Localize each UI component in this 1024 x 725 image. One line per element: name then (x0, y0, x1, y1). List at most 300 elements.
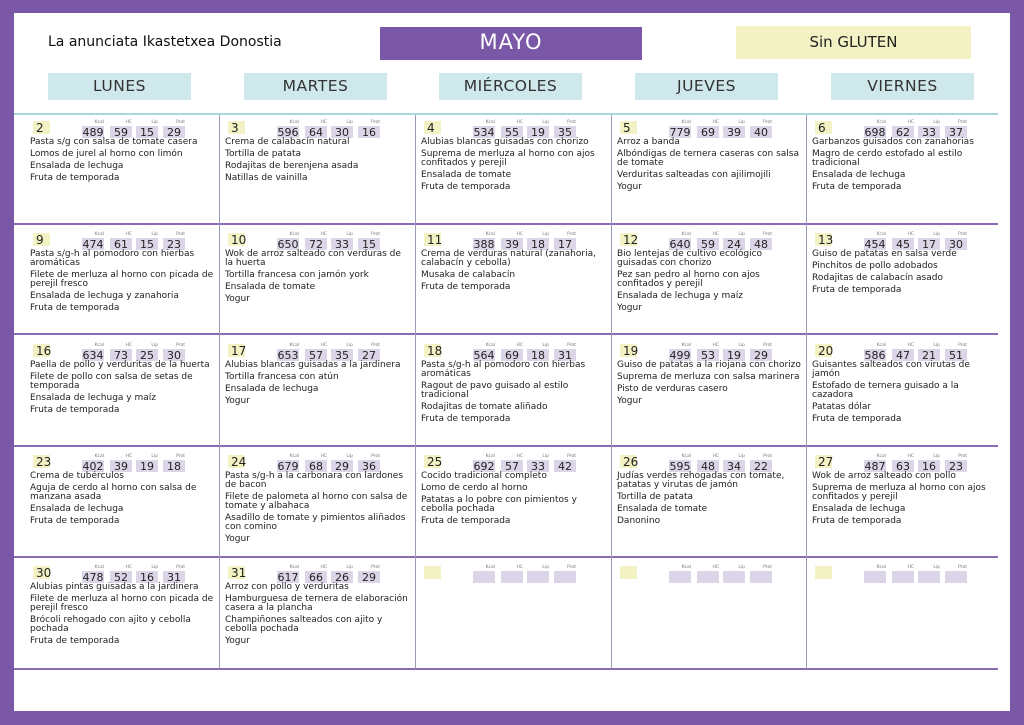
nutrient-box (305, 565, 327, 583)
nutrient-box (358, 343, 380, 361)
nutrient-value: 15 (358, 238, 380, 250)
day-number: 18 (424, 344, 441, 357)
nutrient-value: 31 (163, 571, 185, 583)
dish-list (617, 472, 803, 529)
nutrient-box (358, 232, 380, 250)
dish-list (812, 138, 998, 195)
nutrient-box (82, 120, 104, 138)
dish-list (225, 583, 411, 649)
day-cell (30, 232, 218, 332)
nutrient-box (918, 343, 940, 361)
nutrient-value: 15 (136, 238, 158, 250)
dish-item: Garbanzos guisados con zanahorias (812, 137, 974, 147)
nutrient-label: HC (907, 343, 914, 348)
nutrient-value: 47 (892, 349, 914, 361)
nutrient-label: Lip (151, 454, 158, 459)
dish-item: Fruta de temporada (421, 414, 511, 424)
nutrient-value: 69 (697, 126, 719, 138)
nutrient-value: 474 (82, 238, 104, 251)
day-cell (421, 343, 609, 443)
nutrient-label: Prot (567, 232, 576, 237)
dish-item: Ensalada de lechuga y maíz (30, 393, 156, 403)
nutrient-label: Lip (151, 232, 158, 237)
day-number: 25 (424, 455, 441, 468)
dish-item: Suprema de merluza al horno con ajos confitados y perejil (812, 483, 986, 502)
nutrient-value: 29 (358, 571, 380, 583)
dish-item: Yogur (225, 636, 250, 646)
nutrient-box (277, 232, 299, 250)
nutrient-box (864, 120, 886, 138)
dish-item: Hamburguesa de ternera de elaboración casera a la plancha (225, 594, 408, 613)
dish-list (812, 250, 998, 298)
nutrient-label: Prot (176, 343, 185, 348)
weekday-header: JUEVES (635, 73, 778, 100)
nutrient-value (473, 571, 495, 583)
dish-item: Guiso de patatas a la riojana con chorizo (617, 360, 801, 370)
day-number: 13 (815, 233, 832, 246)
nutrient-label: Prot (567, 120, 576, 125)
nutrient-value: 15 (136, 126, 158, 138)
day-cell (225, 120, 413, 220)
school-name: La anunciata Ikastetxea Donostia (48, 34, 282, 50)
nutrient-label: Prot (763, 343, 772, 348)
nutrient-label: Kcal (289, 565, 299, 570)
nutrient-box (501, 343, 523, 361)
nutrient-value: 487 (864, 460, 886, 473)
nutrient-value: 66 (305, 571, 327, 583)
nutrient-label: Lip (151, 343, 158, 348)
nutrient-value (918, 571, 940, 583)
nutrient-box (82, 232, 104, 250)
nutrient-value: 17 (918, 238, 940, 250)
day-cell (617, 454, 805, 554)
nutrient-value (554, 571, 576, 583)
nutrient-label: Prot (371, 120, 380, 125)
nutrient-value: 779 (669, 126, 691, 139)
nutrient-label: Kcal (681, 454, 691, 459)
nutrient-value: 499 (669, 349, 691, 362)
dish-item: Fruta de temporada (30, 636, 120, 646)
nutrient-value: 73 (110, 349, 132, 361)
nutrient-label: Prot (371, 232, 380, 237)
dish-list (617, 361, 803, 409)
nutrient-box (554, 454, 576, 472)
nutrient-label: Lip (933, 343, 940, 348)
dish-item: Estofado de ternera guisado a la cazadora (812, 381, 959, 400)
day-number: 27 (815, 455, 832, 468)
nutrient-value: 59 (697, 238, 719, 250)
day-cell (617, 565, 805, 665)
dish-item: Musaka de calabacín (421, 270, 516, 280)
dish-list (812, 472, 998, 529)
day-number: 26 (620, 455, 637, 468)
day-number: 23 (33, 455, 50, 468)
dish-item: Lomos de jurel al horno con limón (30, 149, 183, 159)
nutrient-value: 30 (945, 238, 967, 250)
nutrient-label: HC (320, 232, 327, 237)
nutrient-box (163, 565, 185, 583)
nutrient-value (892, 571, 914, 583)
day-cell (812, 565, 1000, 665)
nutrient-label: Kcal (681, 343, 691, 348)
nutrient-label: Prot (176, 232, 185, 237)
nutrient-label: Prot (371, 343, 380, 348)
nutrient-box (331, 565, 353, 583)
nutrient-box (527, 343, 549, 361)
day-number (424, 566, 441, 579)
nutrient-label: Kcal (485, 565, 495, 570)
day-number: 17 (228, 344, 245, 357)
nutrient-box (358, 565, 380, 583)
nutrient-box (918, 454, 940, 472)
nutrient-value: 595 (669, 460, 691, 473)
nutrient-box (750, 343, 772, 361)
nutrient-label: Lip (933, 565, 940, 570)
nutrient-box (277, 120, 299, 138)
nutrient-value: 33 (527, 460, 549, 472)
nutrient-value: 69 (501, 349, 523, 361)
nutrient-label: Prot (763, 454, 772, 459)
nutrient-value: 29 (163, 126, 185, 138)
nutrient-label: HC (320, 120, 327, 125)
dish-item: Arroz a banda (617, 137, 680, 147)
nutrient-value: 16 (136, 571, 158, 583)
nutrient-box (527, 232, 549, 250)
day-cell (421, 454, 609, 554)
dish-item: Fruta de temporada (30, 405, 120, 415)
dish-item: Guiso de patatas en salsa verde (812, 249, 957, 259)
dish-item: Tortilla francesa con atún (225, 372, 339, 382)
dish-item: Filete de merluza al horno con picada de perejil fresco (30, 594, 214, 613)
nutrient-box (358, 120, 380, 138)
nutrient-label: Lip (933, 120, 940, 125)
nutrient-value: 57 (305, 349, 327, 361)
dish-item: Pinchitos de pollo adobados (812, 261, 938, 271)
nutrient-label: Prot (763, 565, 772, 570)
dish-list (421, 138, 607, 195)
nutrient-label: Prot (567, 565, 576, 570)
nutrient-label: Kcal (876, 454, 886, 459)
nutrient-label: Kcal (485, 454, 495, 459)
nutrient-label: HC (516, 232, 523, 237)
column-divider (806, 115, 807, 669)
nutrient-label: HC (907, 565, 914, 570)
nutrient-value: 19 (723, 349, 745, 361)
nutrient-value: 22 (750, 460, 772, 472)
nutrient-box (750, 120, 772, 138)
dish-item: Judías verdes rehogadas con tomate, patatas y virutas de jamón (617, 471, 785, 490)
nutrient-box (110, 232, 132, 250)
day-cell (812, 343, 1000, 443)
nutrient-label: HC (125, 343, 132, 348)
day-cell (617, 343, 805, 443)
nutrient-label: Kcal (94, 343, 104, 348)
dish-item: Crema de tubérculos (30, 471, 124, 481)
nutrient-box (697, 120, 719, 138)
nutrient-value: 698 (864, 126, 886, 139)
nutrient-box (918, 120, 940, 138)
nutrient-value: 679 (277, 460, 299, 473)
nutrient-label: HC (320, 565, 327, 570)
dish-item: Ensalada de lechuga (812, 170, 906, 180)
nutrient-box (501, 232, 523, 250)
row-divider (14, 556, 998, 558)
nutrient-box (669, 120, 691, 138)
nutrient-box (473, 120, 495, 138)
nutrient-value: 62 (892, 126, 914, 138)
nutrient-box (163, 343, 185, 361)
nutrient-label: HC (125, 120, 132, 125)
nutrient-box (110, 565, 132, 583)
nutrient-label: Prot (958, 454, 967, 459)
nutrient-value: 18 (527, 238, 549, 250)
nutrient-value: 31 (554, 349, 576, 361)
dish-item: Pasta s/g-h a la carbonara con lardones de bacon (225, 471, 404, 490)
dish-item: Danonino (617, 516, 661, 526)
row-divider (14, 333, 998, 335)
nutrient-label: Lip (346, 232, 353, 237)
dish-item: Rodajitas de calabacín asado (812, 273, 943, 283)
nutrient-value: 39 (501, 238, 523, 250)
nutrient-box (864, 565, 886, 583)
nutrient-value: 17 (554, 238, 576, 250)
nutrient-label: Lip (542, 120, 549, 125)
nutrient-box (473, 565, 495, 583)
dish-item: Natillas de vainilla (225, 173, 308, 183)
nutrient-label: Kcal (876, 232, 886, 237)
dish-item: Rodajitas de tomate aliñado (421, 402, 548, 412)
day-number: 4 (424, 121, 441, 134)
dish-item: Filete de merluza al horno con picada de perejil fresco (30, 270, 214, 289)
nutrient-box (82, 454, 104, 472)
nutrient-box (110, 454, 132, 472)
dish-item: Tortilla de patata (225, 149, 302, 159)
nutrient-box (136, 565, 158, 583)
nutrient-value: 617 (277, 571, 299, 584)
nutrient-box (163, 232, 185, 250)
nutrient-label: Lip (933, 454, 940, 459)
nutrient-label: Lip (346, 565, 353, 570)
nutrient-label: Lip (346, 343, 353, 348)
nutrient-value: 692 (473, 460, 495, 473)
nutrient-value: 39 (723, 126, 745, 138)
nutrient-box (697, 343, 719, 361)
dish-item: Arroz con pollo y verduritas (225, 582, 349, 592)
nutrient-box (750, 232, 772, 250)
dish-list (225, 472, 411, 547)
nutrient-box (892, 454, 914, 472)
dish-item: Crema de calabacín natural (225, 137, 350, 147)
nutrient-label: Lip (738, 565, 745, 570)
nutrient-label: Prot (176, 454, 185, 459)
nutrient-value (723, 571, 745, 583)
nutrient-label: Kcal (485, 120, 495, 125)
nutrient-label: Prot (763, 120, 772, 125)
nutrient-value: 29 (331, 460, 353, 472)
day-cell (30, 454, 218, 554)
nutrient-box (82, 565, 104, 583)
nutrient-box (669, 232, 691, 250)
nutrient-value: 19 (527, 126, 549, 138)
dish-item: Ensalada de tomate (225, 282, 316, 292)
nutrient-box (892, 232, 914, 250)
dish-list (617, 138, 803, 195)
nutrient-label: Lip (542, 565, 549, 570)
nutrient-label: Lip (542, 343, 549, 348)
dish-list (421, 472, 607, 529)
nutrient-label: Kcal (681, 232, 691, 237)
day-number: 20 (815, 344, 832, 357)
nutrient-label: Prot (176, 120, 185, 125)
nutrient-box (669, 454, 691, 472)
nutrient-label: Kcal (94, 232, 104, 237)
day-cell (421, 120, 609, 220)
nutrient-label: Lip (933, 232, 940, 237)
nutrient-label: HC (516, 454, 523, 459)
nutrient-box (554, 120, 576, 138)
dish-list (30, 138, 216, 186)
nutrient-value: 64 (305, 126, 327, 138)
nutrient-box (697, 565, 719, 583)
dish-item: Lomo de cerdo al horno (421, 483, 528, 493)
day-cell (617, 120, 805, 220)
nutrient-value: 30 (331, 126, 353, 138)
nutrient-value: 48 (750, 238, 772, 250)
nutrient-label: HC (516, 565, 523, 570)
nutrient-value: 33 (331, 238, 353, 250)
nutrient-label: Prot (958, 343, 967, 348)
nutrient-label: Kcal (289, 343, 299, 348)
nutrient-value: 27 (358, 349, 380, 361)
dish-list (617, 250, 803, 316)
nutrient-value: 640 (669, 238, 691, 251)
nutrient-box (945, 120, 967, 138)
nutrient-value: 24 (723, 238, 745, 250)
nutrient-value: 653 (277, 349, 299, 362)
dish-item: Ensalada de lechuga (30, 504, 124, 514)
dish-item: Filete de pollo con salsa de setas de temporada (30, 372, 193, 391)
nutrient-label: Lip (738, 232, 745, 237)
dish-item: Magro de cerdo estofado al estilo tradicional (812, 149, 963, 168)
nutrient-box (723, 565, 745, 583)
row-divider (14, 223, 998, 225)
dish-item: Fruta de temporada (812, 414, 902, 424)
nutrient-value: 35 (554, 126, 576, 138)
nutrient-value: 72 (305, 238, 327, 250)
day-number (815, 566, 832, 579)
day-number: 10 (228, 233, 245, 246)
nutrient-box (918, 232, 940, 250)
nutrient-label: Lip (151, 565, 158, 570)
dish-item: Suprema de merluza al horno con ajos confitados y perejil (421, 149, 595, 168)
nutrient-label: HC (712, 343, 719, 348)
nutrient-box (501, 565, 523, 583)
nutrient-value: 29 (750, 349, 772, 361)
nutrient-box (723, 120, 745, 138)
nutrient-value (501, 571, 523, 583)
row-divider (14, 668, 998, 670)
nutrient-box (82, 343, 104, 361)
nutrient-label: HC (516, 343, 523, 348)
nutrient-box (669, 343, 691, 361)
nutrient-value: 34 (723, 460, 745, 472)
dish-item: Ensalada de lechuga (812, 504, 906, 514)
nutrient-box (723, 454, 745, 472)
nutrient-label: Kcal (876, 343, 886, 348)
nutrient-value: 650 (277, 238, 299, 251)
column-divider (415, 115, 416, 669)
nutrient-box (277, 343, 299, 361)
nutrient-label: HC (712, 232, 719, 237)
dish-item: Yogur (225, 294, 250, 304)
nutrient-label: Kcal (876, 120, 886, 125)
nutrient-value: 19 (136, 460, 158, 472)
month-banner (380, 27, 642, 60)
dish-item: Patatas dólar (812, 402, 872, 412)
day-number: 24 (228, 455, 245, 468)
dish-item: Rodajitas de berenjena asada (225, 161, 359, 171)
nutrient-value: 21 (918, 349, 940, 361)
nutrient-box (163, 120, 185, 138)
nutrient-label: Lip (346, 454, 353, 459)
day-number: 16 (33, 344, 50, 357)
nutrient-value (864, 571, 886, 583)
nutrient-value: 40 (750, 126, 772, 138)
nutrient-box (892, 120, 914, 138)
nutrient-value: 634 (82, 349, 104, 362)
nutrient-box (331, 454, 353, 472)
nutrient-label: Kcal (485, 232, 495, 237)
nutrient-value: 36 (358, 460, 380, 472)
nutrient-label: HC (907, 232, 914, 237)
nutrient-box (136, 120, 158, 138)
dish-item: Suprema de merluza con salsa marinera (617, 372, 800, 382)
grid-top-rule (14, 113, 998, 115)
day-cell (225, 454, 413, 554)
nutrient-box (669, 565, 691, 583)
weekday-header: LUNES (48, 73, 191, 100)
nutrient-box (750, 565, 772, 583)
dish-item: Fruta de temporada (30, 516, 120, 526)
nutrient-box (723, 232, 745, 250)
nutrient-label: HC (907, 454, 914, 459)
day-number (620, 566, 637, 579)
nutrient-box (305, 454, 327, 472)
nutrient-value: 51 (945, 349, 967, 361)
day-cell (30, 565, 218, 665)
dish-item: Pisto de verduras casero (617, 384, 728, 394)
dish-item: Pez san pedro al horno con ajos confitados y perejil (617, 270, 760, 289)
dish-item: Crema de verduras natural (zanahoria, calabacín y cebolla) (421, 249, 596, 268)
day-number: 6 (815, 121, 832, 134)
nutrient-box (473, 454, 495, 472)
nutrient-value (697, 571, 719, 583)
dish-item: Pasta s/g-h al pomodoro con hierbas aromáticas (30, 249, 195, 268)
nutrient-value: 388 (473, 238, 495, 251)
nutrient-box (501, 120, 523, 138)
nutrient-box (723, 343, 745, 361)
dish-item: Fruta de temporada (812, 182, 902, 192)
day-number: 19 (620, 344, 637, 357)
dish-list (30, 361, 216, 418)
nutrient-value: 586 (864, 349, 886, 362)
nutrient-value: 489 (82, 126, 104, 139)
nutrient-value: 37 (945, 126, 967, 138)
day-number: 2 (33, 121, 50, 134)
dish-item: Wok de arroz salteado con verduras de la huerta (225, 249, 401, 268)
nutrient-box (554, 565, 576, 583)
dish-list (30, 472, 216, 529)
